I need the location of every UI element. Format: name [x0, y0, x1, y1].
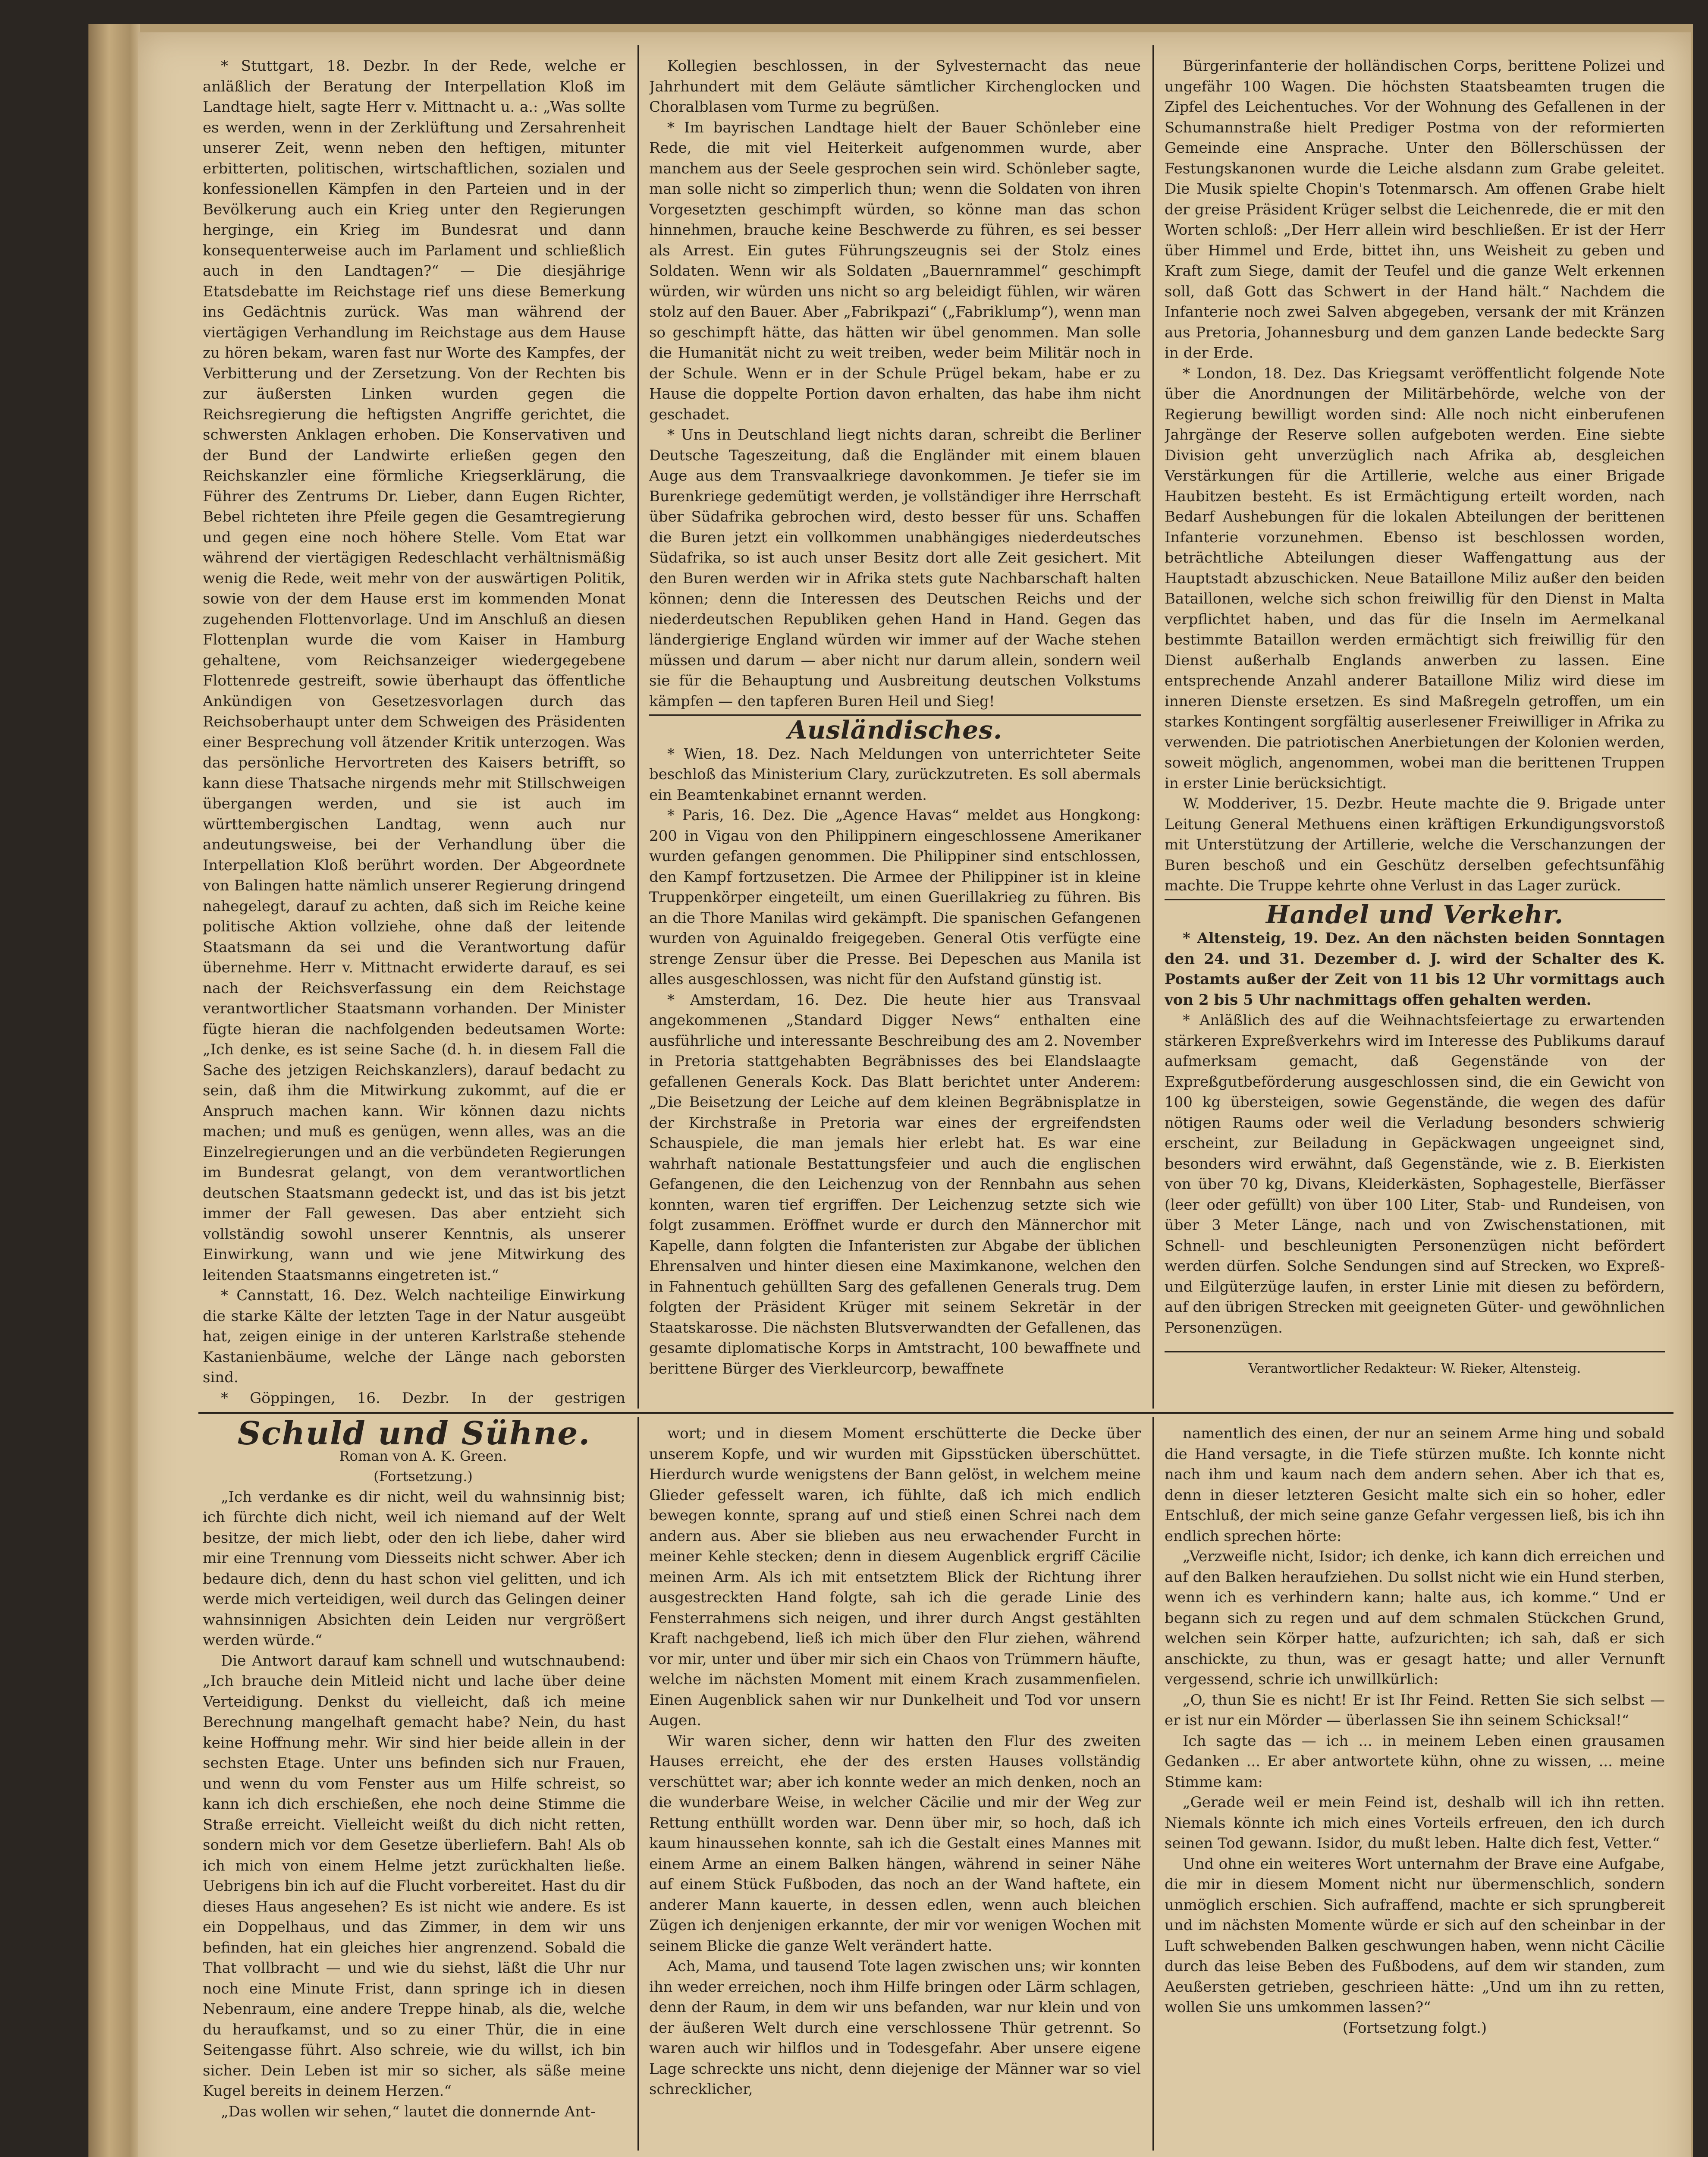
novel-paragraph: namentlich des einen, der nur an seinem Arme hing und sobald die Hand versagte, in die Tiefe stürzen mußte. Ich konnte nicht nach ihm und kaum nach dem andern sehen. Aber ich that es, denn in dieser letzteren Gesicht malte sich ein so hoher, edler Entschluß, der mich seine ganze Gefahr vergessen ließ, bis ich ihn endlich sprechen hörte: — [1165, 1425, 1665, 1545]
news-wien: * Wien, 18. Dez. Nach Meldungen von unterrichteter Seite beschloß das Ministerium Clary, zurückzutreten. Es soll abermals ein Beamtenkabinet ernannt werden. — [649, 745, 1141, 804]
novel-column-2 — [649, 1424, 1141, 2157]
novel-paragraph: „Gerade weil er mein Feind ist, deshalb will ich ihn retten. Niemals könnte ich mich eines Vorteils erfreuen, den ich durch seinen Tod gewann. Isidor, du mußt leben. Halte dich fest, Vetter.“ — [1165, 1794, 1665, 1852]
news-london: * London, 18. Dez. Das Kriegsamt veröffentlicht folgende Note über die Anordnungen der Militärbehörde, welche von der Regierung bewilligt worden sind: Alle noch nicht einberufenen Jahrgänge der Reserve sollen aufgeboten werden. Eine siebte Division geht unverzüglich nach Afrika ab, desgleichen Verstärkungen für die Artillerie, welche aus einer Brigade Haubitzen besteht. Es ist Ermächtigung erteilt worden, nach Bedarf Aushebungen für die lokalen Abteilungen der berittenen Infanterie vorzunehmen. Ebenso ist beschlossen worden, beträchtliche Abteilungen dieser Waffengattung aus der Hauptstadt abzuschicken. Neue Bataillone Miliz außer den beiden Bataillonen, welche sich schon freiwillig für den Dienst in Malta verpflichtet haben, und das für die Inseln im Aermelkanal bestimmte Bataillon werden ermächtigt sich freiwillig für den Dienst außerhalb Englands anwerben zu lassen. Eine entsprechende Anzahl anderer Bataillone Miliz wird diese im inneren Dienste ersetzen. Es sind Maßregeln getroffen, um ein starkes Kontingent sorgfältig auserlesener Freiwilliger in Afrika zu verwenden. Die patriotischen Anerbietungen der Kolonien werden, soweit möglich, angenommen, wobei man die berittenen Truppen in erster Linie berücksichtigt. — [1165, 365, 1665, 792]
news-germany-boers: * Uns in Deutschland liegt nichts daran, schreibt die Berliner Deutsche Tageszeitung, daß die Engländer mit einem blauen Auge aus dem Transvaalkriege davonkommen. Je tiefer sie im Burenkriege gedemütigt werden, je vollständiger ihre Herrschaft über Südafrika gebrochen wird, desto besser für uns. Schaffen die Buren jetzt ein vollkommen unabhängiges niederdeutsches Südafrika, so ist auch unser Besitz dort alle Zeit gesichert. Mit den Buren werden wir in Afrika stets gute Nachbarschaft halten können; denn die Interessen des Deutschen Reichs und der niederdeutschen Republiken gehen Hand in Hand. Gegen das ländergierige England würden wir immer auf der Wache stehen müssen und darum — aber nicht nur darum allein, sondern weil sie für die Behauptung und Ausbreitung deutschen Volkstums kämpfen — den tapferen Buren Heil und Sieg! — [649, 426, 1141, 710]
column-rule-2 — [1152, 45, 1154, 1409]
news-amsterdam-cont: Bürgerinfanterie der holländischen Corps, berittene Polizei und ungefähr 100 Wagen. Die höchsten Staatsbeamten trugen die Zipfel des Leichentuches. Vor der Wohnung des Gefallenen in der Schumannstraße hielt Prediger Postma von der reformierten Gemeinde eine Ansprache. Unter den Böllerschüssen der Festungskanonen wurde die Leiche alsdann zum Grabe geleitet. Die Musik spielte Chopin's Totenmarsch. Am offenen Grabe hielt der greise Präsident Krüger selbst die Leichenrede, die er mit den Worten schloß: „Der Herr allein wird beschließen. Er ist der Herr über Himmel und Erde, bittet ihn, uns Weisheit zu geben und Kraft zum Siege, damit der Teufel und die ganze Welt erkennen soll, daß Gott das Schwert in der Hand hält.“ Nachdem die Infanterie noch zwei Salven abgegeben, versank der mit Kränzen aus Pretoria, Johannesburg und dem ganzen Lande bedeckte Sarg in der Erde. — [1165, 57, 1665, 362]
news-bavaria: * Im bayrischen Landtage hielt der Bauer Schönleber eine Rede, die mit viel Heiterkeit aufgenommen wurde, aber manchem aus der Seele gesprochen sein wird. Schönleber sagte, man solle nicht so zimperlich thun; wenn die Soldaten von ihren Vorgesetzten geschimpft würden, so könne man das schon hinnehmen, brauche keine Beschwerde zu führen, es sei besser als Arrest. Ein gutes Führungszeugnis sei der Stolz eines Soldaten. Wenn wir als Soldaten „Bauernrammel“ geschimpft würden, wir würden uns nicht so arg beleidigt fühlen, wir wären stolz auf den Bauer. Aber „Fabrikpazi“ („Fabriklump“), wenn man so geschimpft hätte, das hätten wir übel genommen. Man solle die Humanität nicht zu weit treiben, weder beim Militär noch in der Schule. Wenn er in der Schule Prügel bekam, habe er zu Hause die doppelte Portion davon erhalten, das habe ihm nicht geschadet. — [649, 119, 1141, 423]
novel-paragraph: Ich sagte das — ich ... in meinem Leben einen grausamen Gedanken ... Er aber antwortete kühn, ohne zu wissen, ... meine Stimme kam: — [1165, 1732, 1665, 1791]
novel-paragraph: „Das wollen wir sehen,“ lautet die donnernde Ant- — [221, 2103, 596, 2120]
news-altensteig-post: * Altensteig, 19. Dez. An den nächsten beiden Sonntagen den 24. und 31. Dezember d. J. wird der Schalter des K. Postamts außer der Zeit von 11 bis 12 Uhr vormittags auch von 2 bis 5 Uhr nachmittags offen gehalten werden. — [1165, 930, 1665, 1009]
news-column-2 — [649, 56, 1141, 1409]
novel-title: Schuld und Sühne. — [237, 1419, 591, 1452]
novel-paragraph: „Ich verdanke es dir nicht, weil du wahnsinnig bist; ich fürchte dich nicht, weil ich niemand auf der Welt besitze, der mich liebt, oder den ich liebe, daher wird mir eine Trennung vom Diesseits nicht schwer. Aber ich bedaure dich, denn du hast schon viel gelitten, und ich werde mich verteidigen, weil durch das Gelingen deiner wahnsinnigen Absichten dein Leiden nur vergrößert werden würde.“ — [203, 1488, 625, 1649]
novel-rule-2 — [1152, 1417, 1154, 2151]
news-goeppingen: * Göppingen, 16. Dezbr. In der gestrigen — [221, 1389, 625, 1407]
news-amsterdam: * Amsterdam, 16. Dez. Die heute hier aus Transvaal angekommenen „Standard Digger News“ enthalten eine ausführliche und interessante Beschreibung des am 2. November in Pretoria stattgehabten Begräbnisses des bei Elandslaagte gefallenen Generals Kock. Das Blatt berichtet unter Anderem: „Die Beisetzung der Leiche auf dem kleinen Begräbnisplatze in der Kirchstraße in Pretoria war eines der ergreifendsten Schauspiele, die man jemals hier erlebt hat. Es war eine wahrhaft nationale Bestattungsfeier und auch die englischen Gefangenen, die den Leichenzug von der Rennbahn aus sehen konnten, waren tief ergriffen. Der Leichenzug setzte sich wie folgt zusammen. Eröffnet wurde er durch den Männerchor mit Kapelle, dann folgten die Infanteristen zur Abgabe der üblichen Ehrensalven und hinter diesen eine Maximkanone, welchen den in Fahnentuch gehüllten Sarg des gefallenen Generals trug. Dem folgten der Präsident Krüger mit seinem Sekretär in der Staatskarosse. Die nächsten Blutsverwandten der Gefallenen, das gesamte diplomatische Korps in Amtstracht, 100 bewaffnete und berittene Bürger des Vierkleurcorp, bewaffnete — [649, 991, 1141, 1377]
news-paris: * Paris, 16. Dez. Die „Agence Havas“ meldet aus Hongkong: 200 in Vigau von den Philippinern eingeschlossene Amerikaner wurden gefangen genommen. Die Philippiner sind entschlossen, den Kampf fortzusetzen. Die Armee der Philippiner ist in kleine Truppenkörper eingeteilt, um einen Guerillakrieg zu führen. Bis an die Thore Manilas wird gekämpft. Die spanischen Gefangenen wurden von Aguinaldo freigegeben. General Otis verfügte eine strenge Zensur über die Presse. Bei Depeschen aus Manila ist alles ausgeschlossen, was nicht für den Aufstand günstig ist. — [649, 807, 1141, 988]
section-title-auslaendisches: Ausländisches. — [787, 715, 1003, 745]
novel-paragraph: Die Antwort darauf kam schnell und wutschnaubend: „Ich brauche dein Mitleid nicht und lache über deine Verteidigung. Denkst du vielleicht, daß ich meine Berechnung mangelhaft gemacht habe? Nein, du hast keine Hoffnung mehr. Wir sind hier beide allein in der sechsten Etage. Unter uns befinden sich nur Frauen, und wenn du vom Fenster aus um Hilfe schreist, so kann ich dich erschießen, ehe noch deine Stimme die Straße erreicht. Vielleicht weißt du dich nicht retten, sondern mich vor dem Gesetze überliefern. Bah! Als ob ich mich von einem Helme jetzt zurückhalten ließe. Uebrigens bin ich auf die Flucht vorbereitet. Hast du dir dieses Haus angesehen? Es ist nicht wie andere. Es ist ein Doppelhaus, und das Zimmer, in dem wir uns befinden, hat ein gleiches hier angrenzend. Sobald die That vollbracht — und wie du siehst, läßt die Uhr nur noch eine Minute Frist, dann springe ich in diesen Nebenraum, eine andere Treppe hinab, als die, welche du heraufkamst, und so zu einer Thür, die in eine Seitengasse führt. Also schreie, wie du willst, ich bin sicher. Dein Leben ist mir so sicher, als säße meine Kugel bereits in deinem Herzen.“ — [203, 1652, 625, 2100]
news-column-1 — [203, 56, 625, 1409]
news-express-traffic: * Anläßlich des auf die Weihnachtsfeiertage zu erwartenden stärkeren Expreßverkehrs wird im Interesse des Publikums darauf aufmerksam gemacht, daß Gegenstände von der Expreßgutbeförderung ausgeschlossen sind, die ein Gewicht von 100 kg übersteigen, sowie Gegenstände, die wegen des dafür nötigen Raums oder weil die Verladung besonders schwierig erscheint, zur Beiladung in Gepäckwagen ungeeignet sind, besonders wird erwähnt, daß Gegenstände, wie z. B. Eierkisten von über 70 kg, Divans, Kleiderkästen, Sophagestelle, Bierfässer (leer oder gefüllt) von über 100 Liter, Stab- und Rundeisen, von über 3 Meter Länge, nach und von Zwischenstationen, mit Schnell- und beschleunigten Personenzügen nicht befördert werden dürfen. Solche Sendungen sind auf Strecken, wo Expreß- und Eilgüterzüge laufen, in erster Linie mit diesen zu befördern, auf den übrigen Strecken mit geeigneten Güter- und gewöhnlichen Personenzügen. — [1165, 1012, 1665, 1336]
novel-paragraph: Und ohne ein weiteres Wort unternahm der Brave eine Aufgabe, die mir in diesem Moment nicht nur übermenschlich, sondern unmöglich erschien. Sich aufraffend, machte er sich sprungbereit und im nächsten Momente würde er sich auf den scheinbar in der Luft schwebenden Balken geschwungen haben, wenn nicht Cäcilie durch das leise Beben des Fußbodens, auf dem wir standen, zum Aeußersten getrieben, geschrieen hätte: „Und um ihn zu retten, wollen Sie uns umkommen lassen?“ — [1165, 1855, 1665, 2016]
news-column-3 — [1165, 56, 1665, 1409]
novel-to-be-continued: (Fortsetzung folgt.) — [1342, 2019, 1487, 2037]
novel-paragraph: wort; und in diesem Moment erschütterte die Decke über unserem Kopfe, und wir wurden mit Gipsstücken überschüttet. Hierdurch wurde wenigstens der Bann gelöst, in welchem meine Glieder gefesselt waren, ich fühlte, daß ich mich endlich bewegen konnte, sprang auf und stieß einen Schrei nach dem andern aus. Aber sie blieben aus neu erwachender Furcht in meiner Kehle stecken; denn in diesem Augenblick ergriff Cäcilie meinen Arm. Als ich mit entsetztem Blick der Richtung ihrer ausgestreckten Hand folgte, sah ich die gerade Linie des Fensterrahmens sich neigen, und ihrer durch Angst gestählten Kraft nachgebend, ließ ich mich über den Flur ziehen, während vor mir, unter und über mir sich ein Chaos von Trümmern häufte, welche im nächsten Moment mit einem Krach zusammenfielen. Einen Augenblick sahen wir nur Dunkelheit und Tod vor unsern Augen. — [649, 1425, 1141, 1729]
newspaper-page — [138, 32, 1691, 2157]
novel-author: Roman von A. K. Green. — [339, 1447, 507, 1464]
novel-paragraph: Ach, Mama, und tausend Tote lagen zwischen uns; wir konnten ihn weder erreichen, noch ihm Hilfe bringen oder Lärm schlagen, denn der Raum, in dem wir uns befanden, war nur klein und von der äußeren Welt durch eine verschlossene Thür getrennt. So waren auch wir hilflos und in Todesgefahr. Aber unsere eigene Lage schreckte uns nicht, denn diejenige der Männer war so viel schrecklicher, — [649, 1958, 1141, 2098]
novel-column-1 — [203, 1419, 625, 2157]
book-spine — [88, 24, 140, 2157]
news-hall-cont: Kollegien beschlossen, in der Sylvesternacht das neue Jahrhundert mit dem Geläute sämtlicher Kirchenglocken und Choralblasen vom Turme zu begrüßen. — [649, 57, 1141, 116]
novel-paragraph: Wir waren sicher, denn wir hatten den Flur des zweiten Hauses erreicht, ehe der des ersten Hauses vollständig verschüttet war; aber ich konnte weder an mich denken, noch an die wunderbare Weise, in welcher Cäcilie und mir der Weg zur Rettung enthüllt worden war. Denn über mir, so hoch, daß ich kaum hinaussehen konnte, sah ich die Gestalt eines Mannes mit einem Arme an einem Balken hängen, während in seiner Nähe auf einem Stück Fußboden, das noch an der Wand haftete, ein anderer Mann kauerte, in dessen edlen, wenn auch bleichen Zügen ich denjenigen erkannte, der mir vor wenigen Wochen mit seinem Blicke die ganze Welt verändert hatte. — [649, 1732, 1141, 1955]
feuilleton-divider — [198, 1412, 1673, 1414]
editor-line: Verantwortlicher Redakteur: W. Rieker, Altensteig. — [1165, 1351, 1665, 1379]
news-cannstatt: * Cannstatt, 16. Dez. Welch nachteilige Einwirkung die starke Kälte der letzten Tage in der Natur ausgeübt hat, zeigen einige in der unteren Karlstraße stehende Kastanienbäume, welche der Länge nach geborsten sind. — [203, 1287, 625, 1386]
novel-paragraph: „O, thun Sie es nicht! Er ist Ihr Feind. Retten Sie sich selbst — er ist nur ein Mörder — überlassen Sie ihn seinem Schicksal!“ — [1165, 1691, 1665, 1729]
news-modderriver: W. Modderiver, 15. Dezbr. Heute machte die 9. Brigade unter Leitung General Methuens einen kräftigen Erkundigungsvorstoß mit Unterstützung der Artillerie, welche die Verschanzungen der Buren beschoß und ein Geschütz derselben gefechtsunfähig machte. Die Truppe kehrte ohne Verlust in das Lager zurück. — [1165, 795, 1665, 894]
column-rule-1 — [637, 45, 639, 1409]
news-stuttgart: * Stuttgart, 18. Dezbr. In der Rede, welche er anläßlich der Beratung der Interpellation Kloß im Landtage hielt, sagte Herr v. Mittnacht u. a.: „Was sollte es werden, wenn in der Zerklüftung und Zersahrenheit unserer Zeit, wenn neben den heftigen, mitunter erbitterten, politischen, wirtschaftlichen, sozialen und konfessionellen Kämpfen in den Parteien und in der Bevölkerung auch ein Krieg unter den Regierungen herginge, ein Krieg im Bundesrat und dann konsequenterweise auch im Parlament und schließlich auch in den Landtagen?“ — Die diesjährige Etatsdebatte im Reichstage rief uns diese Bemerkung ins Gedächtnis zurück. Was man während der viertägigen Verhandlung im Reichstage aus dem Hause zu hören bekam, waren fast nur Worte des Kampfes, der Verbitterung und der Zersetzung. Von der Rechten bis zur äußersten Linken wurden gegen die Reichsregierung die heftigsten Angriffe gerichtet, die schwersten Anklagen erhoben. Die Konservativen und der Bund der Landwirte erließen gegen den Reichskanzler eine förmliche Kriegserklärung, die Führer des Zentrums Dr. Lieber, dann Eugen Richter, Bebel richteten ihre Pfeile gegen die Gesamtregierung und gegen eine noch höhere Stelle. Vom Etat war während der viertägigen Redeschlacht verhältnismäßig wenig die Rede, weit mehr von der auswärtigen Politik, sowie von der dem Hause erst im kommenden Monat zugehenden Flottenvorlage. Und im Anschluß an diesen Flottenplan wurde die vom Kaiser in Hamburg gehaltene, vom Reichsanzeiger wiedergegebene Flottenrede gestreift, sowie überhaupt das öffentliche Ankündigen von Gesetzesvorlagen durch das Reichsoberhaupt unter dem Schweigen des Präsidenten einer Besprechung voll ätzender Kritik unterzogen. Was das persönliche Hervortreten des Kaisers betrifft, so kann diese Thatsache nirgends mehr mit Stillschweigen übergangen werden, und sie ist auch im württembergischen Landtag, wenn auch nur andeutungsweise, bei der Verhandlung über die Interpellation Kloß berührt worden. Der Abgeordnete von Balingen hatte nämlich unserer Regierung dringend nahegelegt, darauf zu achten, daß sich im Reiche keine politische Aktion vollziehe, ohne daß der leitende Staatsmann da sei und die Verantwortung dafür übernehme. Herr v. Mittnacht erwiderte darauf, es sei nach der Reichsverfassung ein dem Reichstage verantwortlicher Staatsmann vorhanden. Der Minister fügte hieran die nachfolgenden bedeutsamen Worte: „Ich denke, es ist seine Sache (d. h. in diesem Fall die Sache des jetzigen Reichskanzlers), darauf bedacht zu sein, daß ihm die Mitwirkung zukommt, auf die er Anspruch machen kann. Wir können dazu nichts machen; und muß es genügen, wenn alles, was an die Einzelregierungen und an die verbündeten Regierungen im Bundesrat gelangt, von dem verantwortlichen deutschen Staatsmann gedeckt ist, und das ist bis jetzt immer der Fall gewesen. Das aber entzieht sich vollständig sowohl unserer Kenntnis, als unserer Einwirkung, wann und wie jene Mitwirkung des leitenden Staatsmanns eingetreten ist.“ — [203, 57, 625, 1284]
novel-rule-1 — [637, 1417, 639, 2151]
novel-column-3 — [1165, 1424, 1665, 2157]
novel-paragraph: „Verzweifle nicht, Isidor; ich denke, ich kann dich erreichen und auf den Balken heraufziehen. Du sollst nicht wie ein Hund sterben, wenn ich es verhindern kann; halte aus, ich komme.“ Und er begann sich zu regen und auf dem schmalen Stückchen Grund, welchen sein Körper hatte, aufzurichten; ich sah, daß er sich anschickte, zu thun, was er gesagt hatte; und aller Vernunft vergessend, schrie ich unwillkürlich: — [1165, 1548, 1665, 1688]
novel-continuation: (Fortsetzung.) — [374, 1468, 473, 1484]
section-title-handel: Handel und Verkehr. — [1265, 899, 1564, 929]
